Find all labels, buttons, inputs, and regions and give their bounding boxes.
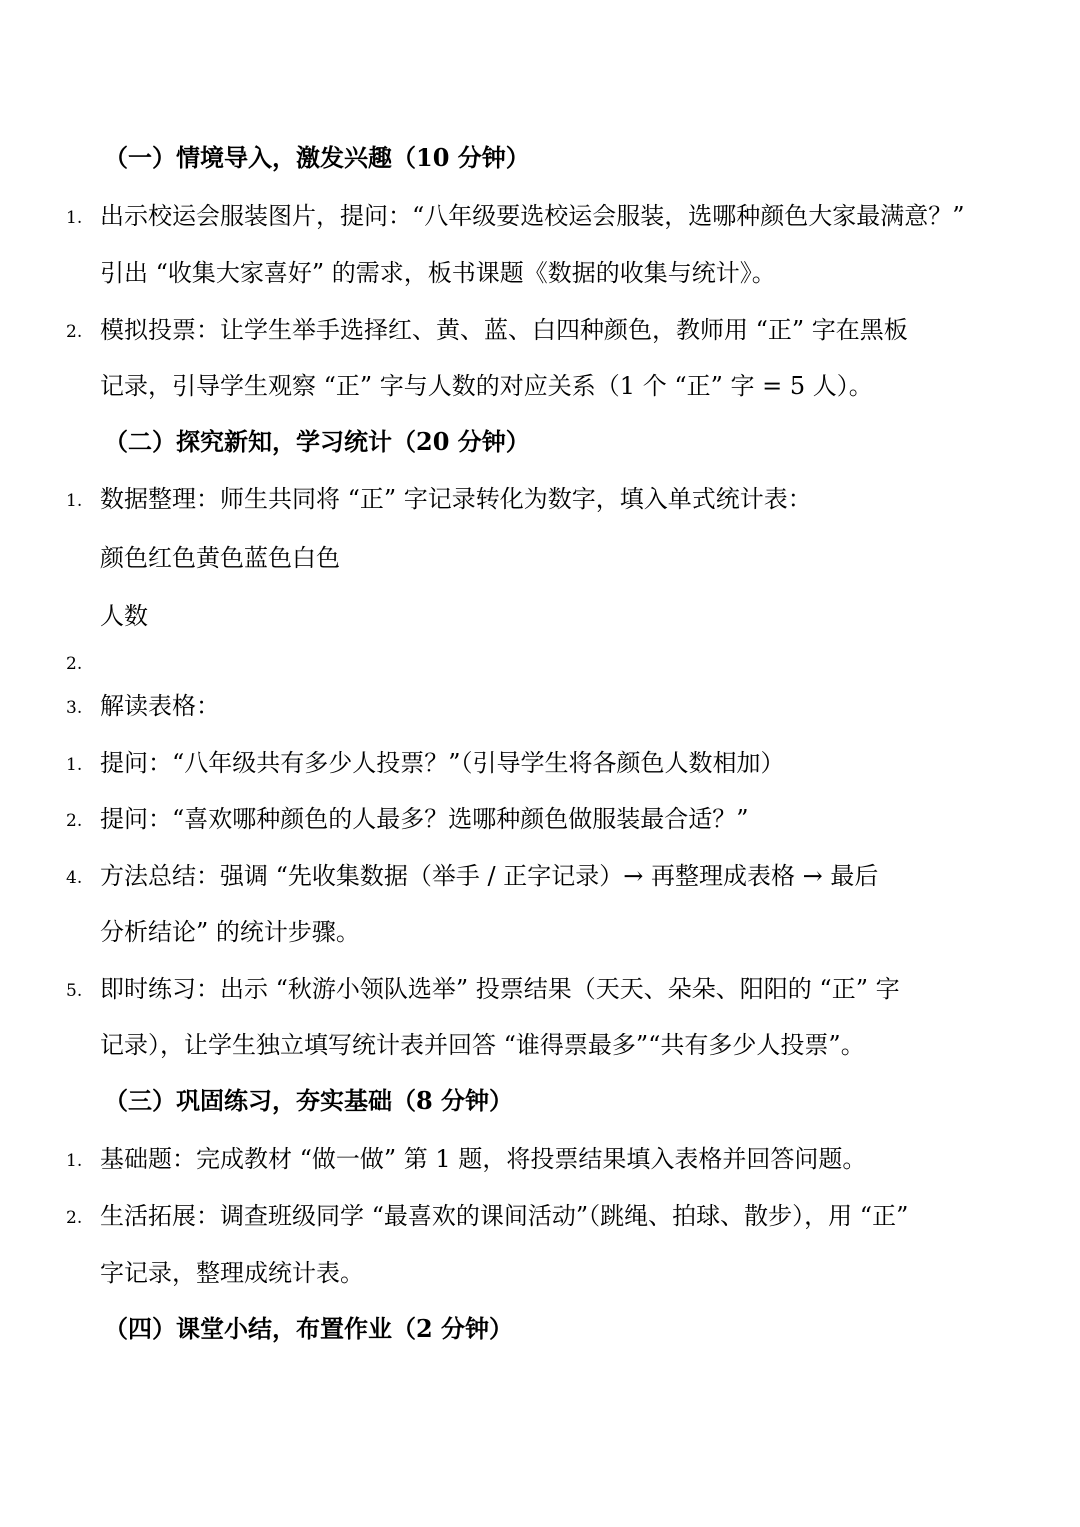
list-text: 基础题：完成教材 “做一做” 第 1 题，将投票结果填入表格并回答问题。	[100, 1145, 867, 1173]
list-item-continuation	[0, 1025, 1080, 1065]
list-text: 提问：“喜欢哪种颜色的人最多？选哪种颜色做服装最合适？”	[100, 805, 749, 833]
list-text: 模拟投票：让学生举手选择红、黄、蓝、白四种颜色，教师用 “正” 字在黑板	[100, 316, 908, 344]
list-text: 即时练习：出示 “秋游小领队选举” 投票结果（天天、朵朵、阳阳的 “正” 字	[100, 975, 900, 1003]
list-number: 2.	[66, 322, 83, 342]
list-item-continuation	[0, 253, 1080, 293]
list-item	[0, 642, 1080, 682]
list-number: 3.	[66, 698, 83, 718]
table-row-label: 人数	[100, 602, 148, 630]
list-number: 4.	[66, 868, 83, 888]
list-item	[0, 686, 1080, 726]
list-item	[0, 196, 1080, 236]
list-number: 2.	[66, 811, 83, 831]
list-text: 记录），让学生独立填写统计表并回答 “谁得票最多”“共有多少人投票”。	[100, 1031, 865, 1059]
list-item	[0, 743, 1080, 783]
table-header-row	[0, 538, 1080, 578]
list-item	[0, 1196, 1080, 1236]
list-text: 生活拓展：调查班级同学 “最喜欢的课间活动”（跳绳、拍球、散步），用 “正”	[100, 1202, 909, 1230]
list-item-continuation	[0, 912, 1080, 952]
list-item	[0, 969, 1080, 1009]
list-text: 提问：“八年级共有多少人投票？”（引导学生将各颜色人数相加）	[100, 749, 785, 777]
list-number: 1.	[66, 491, 83, 511]
list-item	[0, 856, 1080, 896]
list-text: 解读表格：	[100, 692, 220, 720]
list-number: 1.	[66, 755, 83, 775]
table-data-row	[0, 596, 1080, 636]
list-item-continuation	[0, 1253, 1080, 1293]
list-item	[0, 310, 1080, 350]
table-header-text: 颜色红色黄色蓝色白色	[100, 544, 340, 572]
list-text: 引出 “收集大家喜好” 的需求，板书课题《数据的收集与统计》。	[100, 259, 776, 287]
list-item-continuation	[0, 366, 1080, 406]
list-number: 5.	[66, 981, 83, 1001]
section-1-heading: （一）情境导入，激发兴趣（10 分钟）	[104, 143, 530, 172]
list-number: 2.	[66, 654, 83, 674]
list-text: 字记录，整理成统计表。	[100, 1259, 364, 1287]
section-3-heading: （三）巩固练习，夯实基础（8 分钟）	[104, 1086, 514, 1115]
list-item	[0, 479, 1080, 519]
list-text: 分析结论” 的统计步骤。	[100, 918, 360, 946]
list-item	[0, 1139, 1080, 1179]
section-4-heading: （四）课堂小结，布置作业（2 分钟）	[104, 1314, 514, 1343]
list-number: 2.	[66, 1208, 83, 1228]
list-number: 1.	[66, 1151, 83, 1171]
list-text: 出示校运会服装图片，提问：“八年级要选校运会服装，选哪种颜色大家最满意？”	[100, 202, 965, 230]
list-text: 数据整理：师生共同将 “正” 字记录转化为数字，填入单式统计表：	[100, 485, 812, 513]
section-2-heading: （二）探究新知，学习统计（20 分钟）	[104, 427, 530, 456]
list-text: 方法总结：强调 “先收集数据（举手 / 正字记录）→ 再整理成表格 → 最后	[100, 862, 879, 890]
list-item	[0, 799, 1080, 839]
list-number: 1.	[66, 208, 83, 228]
list-text: 记录，引导学生观察 “正” 字与人数的对应关系（1 个 “正” 字 = 5 人）。	[100, 372, 873, 400]
